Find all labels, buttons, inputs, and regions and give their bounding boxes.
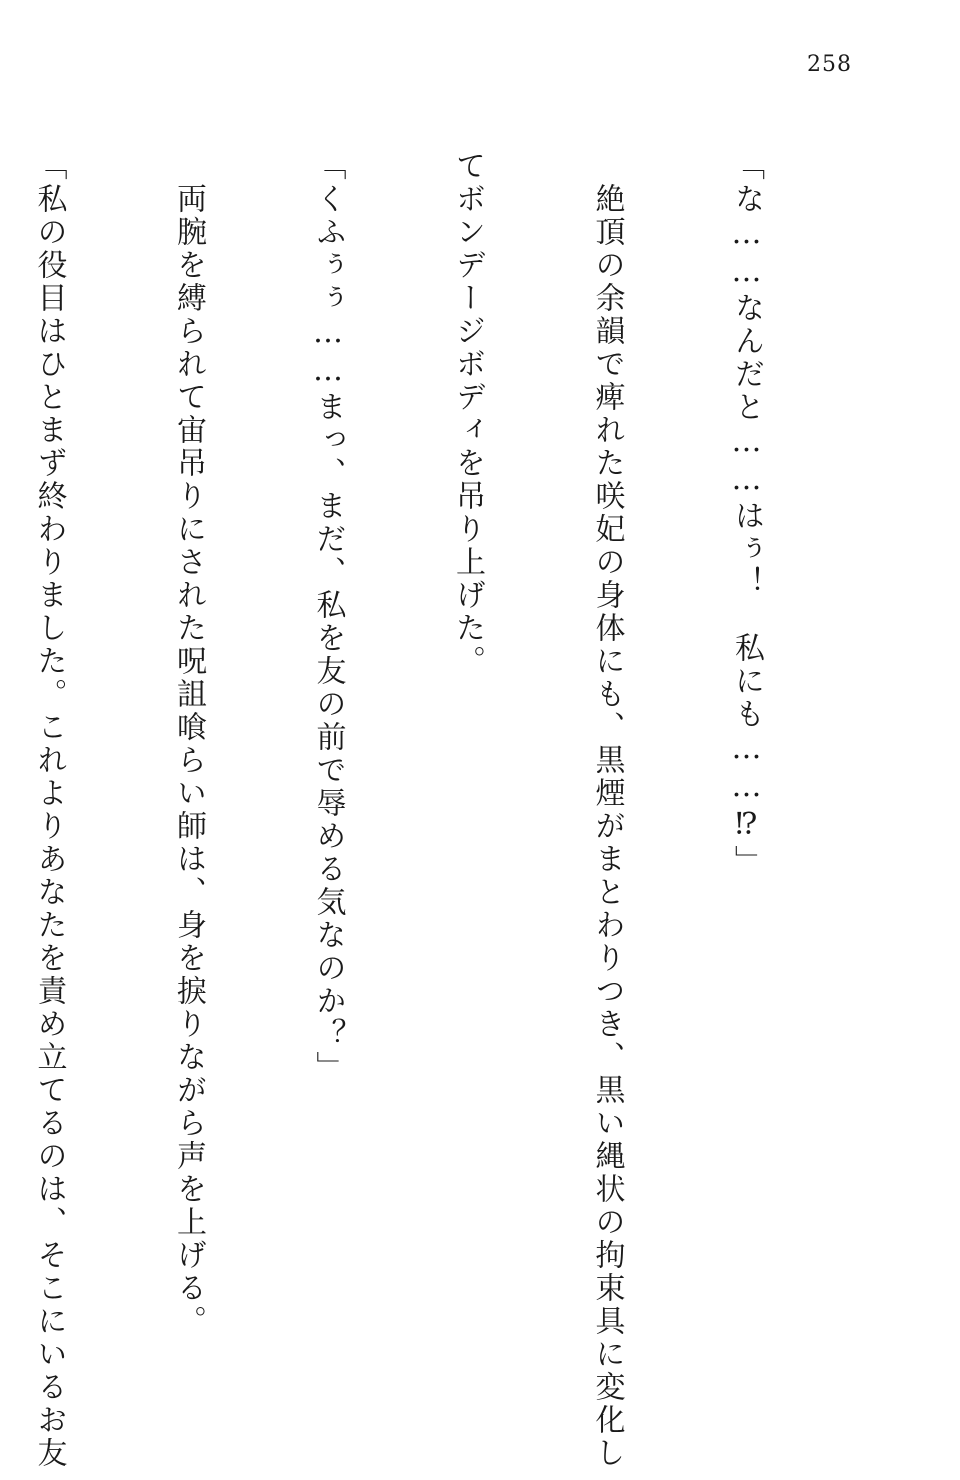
page-number: 258 bbox=[807, 52, 852, 77]
text-line: てボンデージボディを吊り上げた。 bbox=[450, 150, 485, 678]
text-line: 「くふぅぅ……まっ、まだ、私を友の前で辱める気なのか？」 bbox=[310, 150, 346, 1084]
text-line: 両腕を縛られて宙吊りにされた呪詛喰らい師は、身を捩りながら声を上げる。 bbox=[171, 150, 206, 1338]
text-line: 絶頂の余韻で痺れた咲妃の身体にも、黒煙がまとわりつき、黒い縄状の拘束具に変化し bbox=[589, 150, 625, 1470]
text-line: 「私の役目はひとまず終わりました。これよりあなたを責め立てるのは、そこにいるお友 bbox=[31, 150, 67, 1470]
body-text bbox=[0, 150, 862, 1470]
text-line: 「な……なんだと……はぅ！ 私にも……⁉」 bbox=[729, 150, 764, 878]
